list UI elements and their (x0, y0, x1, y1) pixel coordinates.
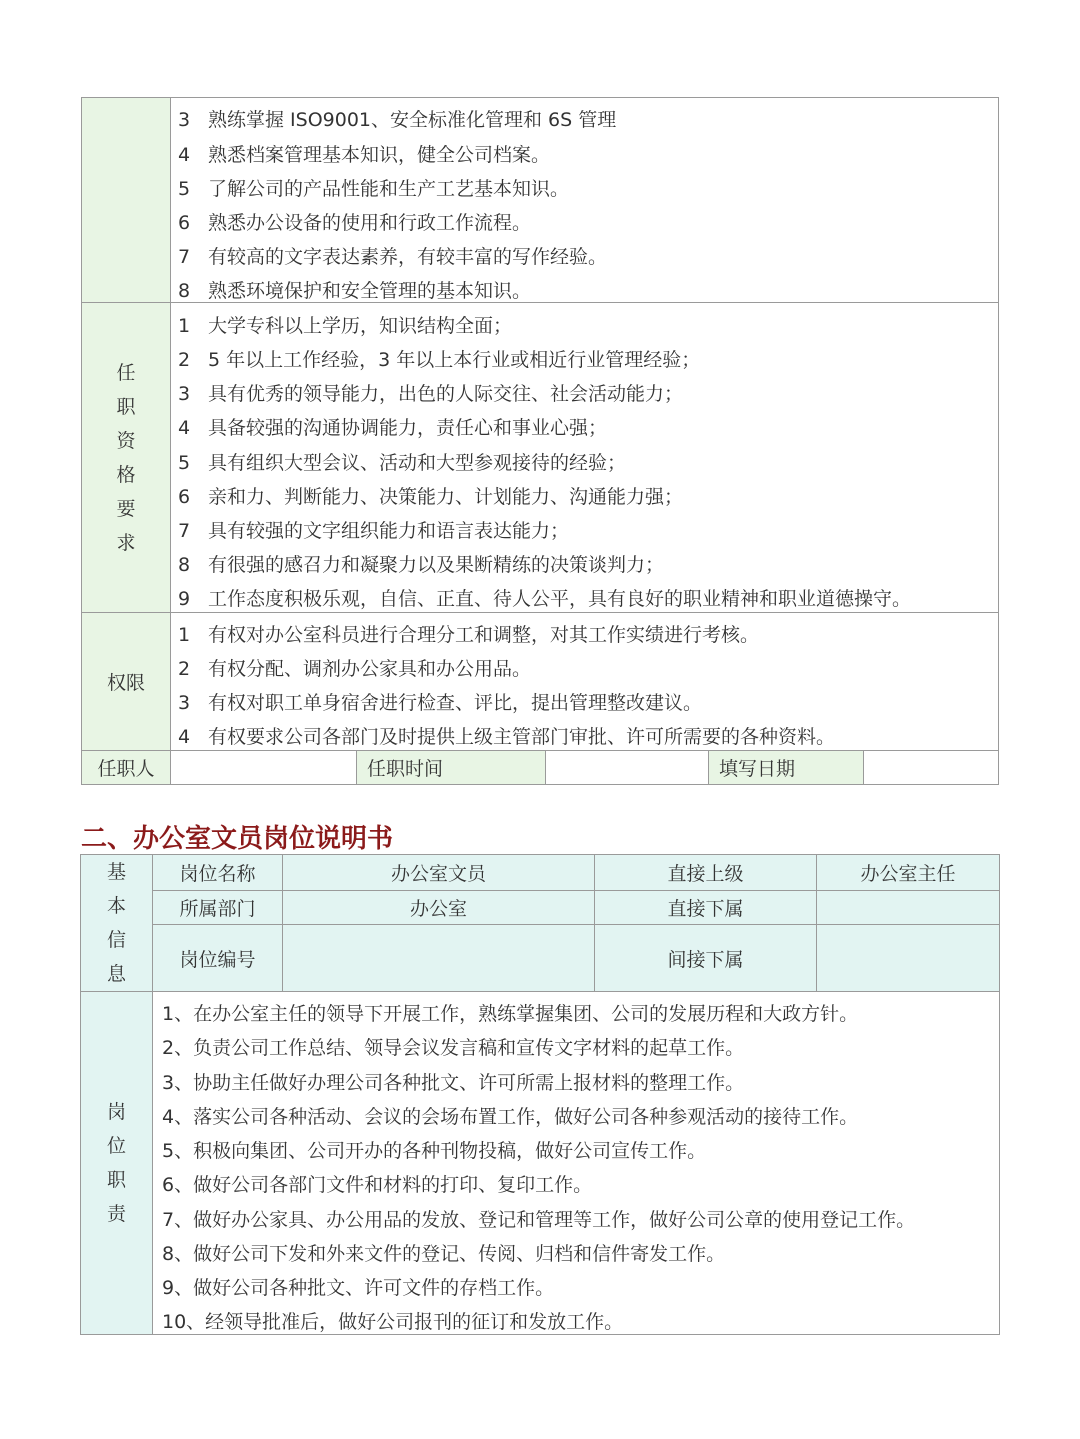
list-item: 3 具有优秀的领导能力，出色的人际交往、社会活动能力； (178, 383, 684, 405)
list-item: 9、做好公司各种批文、许可文件的存档工作。 (162, 1277, 555, 1299)
list-item: 8、做好公司下发和外来文件的登记、传阅、归档和信件寄发工作。 (162, 1243, 726, 1265)
label-char: 格 (116, 463, 136, 486)
time-label: 任职时间 (357, 751, 545, 784)
dept-value: 办公室 (409, 898, 467, 920)
list-item: 10、经领导批准后，做好公司报刊的征订和发放工作。 (162, 1311, 624, 1333)
list-item: 2 5 年以上工作经验，3 年以上本行业或相近行业管理经验； (178, 349, 701, 371)
label-char: 责 (106, 1203, 126, 1225)
label-char: 位 (106, 1135, 126, 1157)
post-no-value (283, 925, 594, 991)
time-value (546, 751, 708, 784)
list-item: 6、做好公司各部门文件和材料的打印、复印工作。 (162, 1174, 593, 1196)
list-item: 7 有较高的文字表达素养，有较丰富的写作经验。 (178, 246, 608, 268)
list-item: 5 了解公司的产品性能和生产工艺基本知识。 (178, 178, 570, 200)
label-char: 本 (106, 895, 126, 917)
qualification-label (82, 303, 170, 612)
label-char: 岗 (106, 1101, 126, 1123)
list-item: 6 亲和力、判断能力、决策能力、计划能力、沟通能力强； (178, 486, 684, 508)
direct-superior-value: 办公室主任 (860, 863, 956, 885)
list-item: 2、负责公司工作总结、领导会议发言稿和宣传文字材料的起草工作。 (162, 1037, 745, 1059)
list-item: 1 有权对办公室科员进行合理分工和调整，对其工作实绩进行考核。 (178, 624, 760, 646)
label-char: 职 (106, 1169, 126, 1191)
label-char: 任 (116, 361, 136, 384)
list-item: 8 有很强的感召力和凝聚力以及果断精练的决策谈判力； (178, 554, 665, 576)
list-item: 7 具有较强的文字组织能力和语言表达能力； (178, 520, 570, 542)
label-char: 要 (116, 497, 136, 520)
grid-line (81, 991, 999, 992)
list-item: 5、积极向集团、公司开办的各种刊物投稿，做好公司宣传工作。 (162, 1140, 707, 1162)
holder-value (171, 751, 357, 784)
list-item: 4 具备较强的沟通协调能力，责任心和事业心强； (178, 417, 608, 439)
holder-label: 任职人 (82, 751, 170, 784)
label-char: 息 (106, 963, 126, 985)
direct-superior-label: 直接上级 (667, 863, 744, 885)
list-item: 1 大学专科以上学历，知识结构全面； (178, 315, 513, 337)
list-item: 4 熟悉档案管理基本知识，健全公司档案。 (178, 144, 551, 166)
list-item: 9 工作态度积极乐观，自信、正直、待人公平，具有良好的职业精神和职业道德操守。 (178, 588, 912, 610)
duty-label (81, 992, 152, 1334)
table1-label-divider (170, 98, 171, 784)
section-title: 二、办公室文员岗位说明书 (81, 824, 394, 854)
post-no-label: 岗位编号 (179, 948, 256, 971)
list-item: 4 有权要求公司各部门及时提供上级主管部门审批、许可所需要的各种资料。 (178, 726, 836, 748)
list-item: 8 熟悉环境保护和安全管理的基本知识。 (178, 280, 532, 302)
date-value (864, 751, 998, 784)
dept-label: 所属部门 (179, 898, 256, 920)
list-item: 5 具有组织大型会议、活动和大型参观接待的经验； (178, 452, 627, 474)
post-name-label: 岗位名称 (179, 863, 256, 885)
label-char: 职 (116, 395, 136, 418)
label-char: 求 (116, 531, 136, 554)
basic-info-label (81, 855, 152, 991)
label-char: 资 (116, 429, 136, 452)
table1-row-divider (82, 612, 998, 613)
authority-label: 权限 (106, 672, 145, 694)
label-char: 基 (106, 861, 126, 883)
list-item: 1、在办公室主任的领导下开展工作，熟练掌握集团、公司的发展历程和大政方针。 (162, 1003, 859, 1025)
list-item: 3、协助主任做好办理公司各种批文、许可所需上报材料的整理工作。 (162, 1072, 745, 1094)
label-char: 信 (106, 929, 126, 951)
list-item: 7、做好办公家具、办公用品的发放、登记和管理等工作，做好公司公章的使用登记工作。 (162, 1209, 916, 1231)
list-item: 4、落实公司各种活动、会议的会场布置工作，做好公司各种参观活动的接待工作。 (162, 1106, 859, 1128)
list-item: 6 熟悉办公设备的使用和行政工作流程。 (178, 212, 532, 234)
list-item: 2 有权分配、调剂办公家具和办公用品。 (178, 658, 532, 680)
post-name-value: 办公室文员 (390, 863, 486, 885)
list-item: 3 有权对职工单身宿舍进行检查、评比，提出管理整改建议。 (178, 692, 703, 714)
list-item: 3 熟练掌握 ISO9001、安全标准化管理和 6S 管理 (178, 109, 617, 131)
direct-sub-value (817, 891, 999, 924)
date-label: 填写日期 (709, 751, 863, 784)
indirect-sub-label: 间接下属 (667, 948, 744, 971)
direct-sub-label: 直接下属 (667, 898, 744, 920)
indirect-sub-value (817, 925, 999, 991)
